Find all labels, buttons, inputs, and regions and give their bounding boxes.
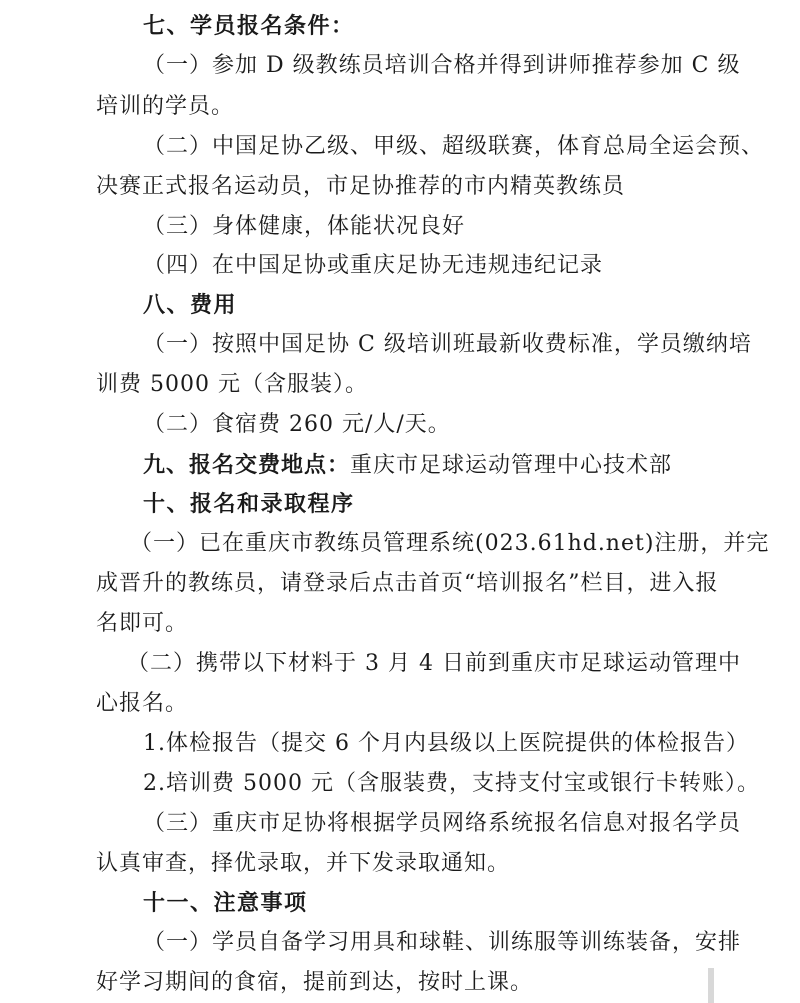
s7-item-2-line-1: （二）中国足协乙级、甲级、超级联赛，体育总局全运会预、 <box>143 134 765 159</box>
s10-material-1: 1.体检报告（提交 6 个月内县级以上医院提供的体检报告） <box>143 731 749 756</box>
s8-item-1-line-1: （一）按照中国足协 C 级培训班最新收费标准，学员缴纳培 <box>143 332 752 357</box>
s7-item-1-line-1: （一）参加 D 级教练员培训合格并得到讲师推荐参加 C 级 <box>143 53 741 78</box>
s10-material-2: 2.培训费 5000 元（含服装费，支持支付宝或银行卡转账）。 <box>143 771 760 796</box>
section-11-heading: 十一、注意事项 <box>143 890 308 916</box>
section-9-row <box>143 452 672 479</box>
s7-item-4: （四）在中国足协或重庆足协无违规违纪记录 <box>143 253 604 278</box>
scan-edge-mark <box>708 968 714 1003</box>
s10-item-2-line-2: 心报名。 <box>96 691 189 716</box>
s8-item-2: （二）食宿费 260 元/人/天。 <box>143 412 451 437</box>
s10-item-2-line-1: （二）携带以下材料于 3 月 4 日前到重庆市足球运动管理中 <box>127 651 741 676</box>
section-9-location: 重庆市足球运动管理中心技术部 <box>350 453 673 478</box>
section-8-heading: 八、费用 <box>143 292 238 318</box>
section-9-heading: 九、报名交费地点： <box>143 452 351 478</box>
s10-item-1-line-1: （一）已在重庆市教练员管理系统(023.61hd.net)注册，并完 <box>130 531 770 556</box>
s8-item-1-line-2: 训费 5000 元（含服装）。 <box>96 372 368 397</box>
s7-item-2-line-2: 决赛正式报名运动员，市足协推荐的市内精英教练员 <box>96 174 626 199</box>
s10-item-3-line-1: （三）重庆市足协将根据学员网络系统报名信息对报名学员 <box>143 811 742 836</box>
section-7-heading: 七、学员报名条件： <box>143 13 355 39</box>
section-10-heading: 十、报名和录取程序 <box>143 491 355 517</box>
s10-item-1-line-2: 成晋升的教练员，请登录后点击首页“培训报名”栏目，进入报 <box>96 571 719 596</box>
s7-item-1-line-2: 培训的学员。 <box>96 94 235 119</box>
s10-item-1-line-3: 名即可。 <box>96 611 189 636</box>
s7-item-3: （三）身体健康，体能状况良好 <box>143 214 466 239</box>
s11-item-1-line-2: 好学习期间的食宿，提前到达，按时上课。 <box>96 970 534 995</box>
s10-item-3-line-2: 认真审查，择优录取，并下发录取通知。 <box>96 851 511 876</box>
s11-item-1-line-1: （一）学员自备学习用具和球鞋、训练服等训练装备，安排 <box>143 930 742 955</box>
